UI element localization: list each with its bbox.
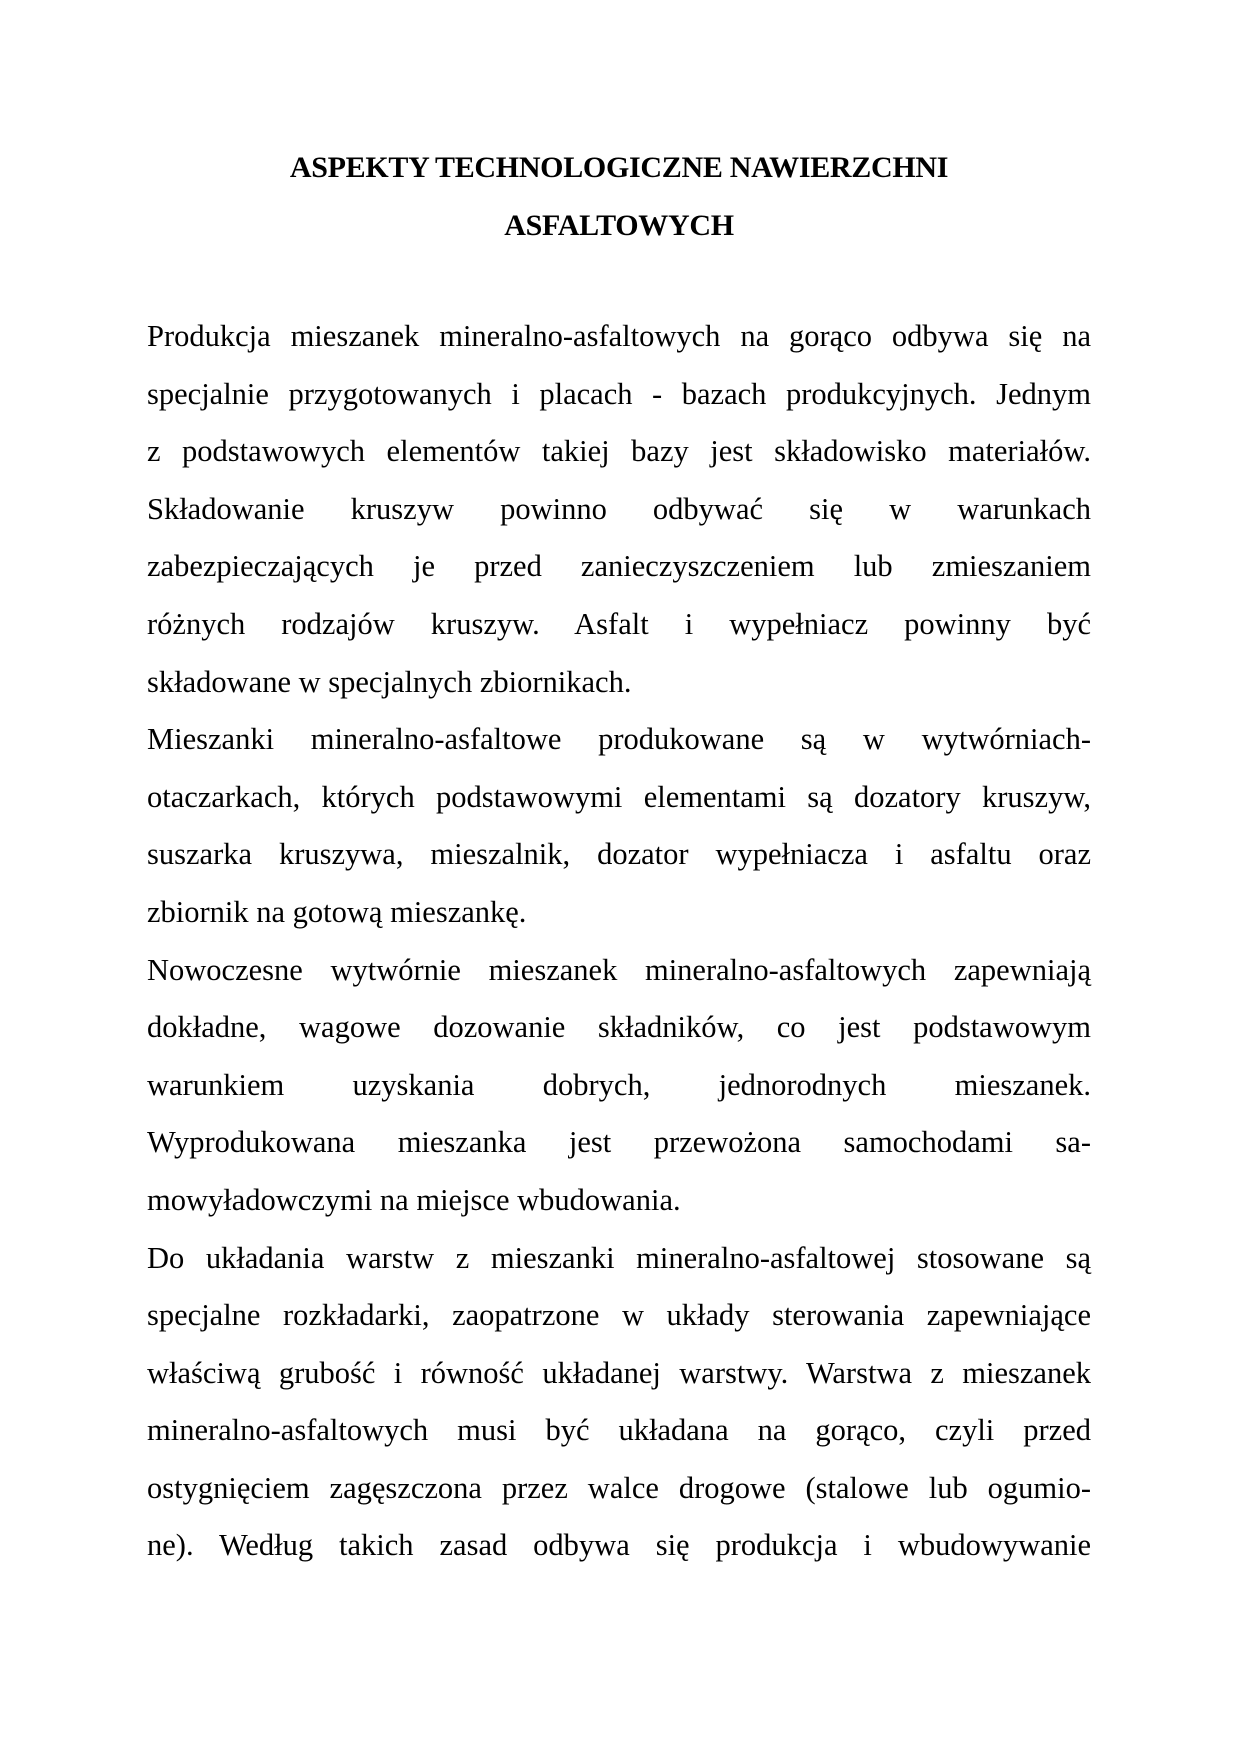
text-line: mineralno-asfaltowych musi być układana na gorąco, czyli przed — [147, 1413, 1091, 1448]
text-line: ne). Według takich zasad odbywa się produkcja i wbudowywanie — [147, 1528, 1091, 1563]
paragraph-plants — [147, 711, 1091, 941]
paragraph-storage — [147, 308, 1091, 711]
text-line: Mieszanki mineralno-asfaltowe produkowane są w wytwórniach- — [147, 722, 1091, 757]
paragraph-laying — [147, 1230, 1091, 1576]
text-line: różnych rodzajów kruszyw. Asfalt i wypełniacz powinny być — [147, 606, 1091, 641]
paragraph-dosing — [147, 942, 1091, 1230]
text-line: Do układania warstw z mieszanki mineralno-asfaltowej stosowane są — [147, 1240, 1091, 1275]
text-line: Wyprodukowana mieszanka jest przewożona samochodami sa- — [147, 1125, 1091, 1160]
title-line: ASPEKTY TECHNOLOGICZNE NAWIERZCHNI — [289, 151, 949, 184]
text-line: Nowoczesne wytwórnie mieszanek mineralno-asfaltowych zapewniają — [147, 952, 1091, 987]
text-line: suszarka kruszywa, mieszalnik, dozator wypełniacza i asfaltu oraz — [147, 837, 1091, 872]
text-line: specjalne rozkładarki, zaopatrzone w układy sterowania zapewniające — [147, 1298, 1091, 1333]
text-line: otaczarkach, których podstawowymi elementami są dozatory kruszyw, — [147, 779, 1091, 814]
text-line: składowane w specjalnych zbiornikach. — [147, 664, 632, 699]
document-title — [147, 139, 1091, 254]
text-line: dokładne, wagowe dozowanie składników, co jest podstawowym — [147, 1010, 1091, 1045]
text-line: z podstawowych elementów takiej bazy jest składowisko materiałów. — [147, 434, 1091, 469]
text-line: warunkiem uzyskania dobrych, jednorodnych mieszanek. — [147, 1067, 1091, 1102]
text-line: Składowanie kruszyw powinno odbywać się w warunkach — [147, 491, 1091, 526]
text-line: Produkcja mieszanek mineralno-asfaltowych na gorąco odbywa się na — [147, 319, 1091, 353]
text-line: mowyładowczymi na miejsce wbudowania. — [147, 1182, 681, 1217]
text-line: właściwą grubość i równość układanej warstwy. Warstwa z mieszanek — [147, 1355, 1091, 1390]
text-line: zabezpieczających je przed zanieczyszczeniem lub zmieszaniem — [147, 549, 1091, 584]
title-line: ASFALTOWYCH — [504, 208, 734, 242]
text-line: zbiornik na gotową mieszankę. — [147, 894, 527, 929]
document-body — [147, 308, 1091, 1575]
text-line: ostygnięciem zagęszczona przez walce drogowe (stalowe lub ogumio- — [147, 1470, 1091, 1505]
text-line: specjalnie przygotowanych i placach - bazach produkcyjnych. Jednym — [147, 376, 1091, 411]
